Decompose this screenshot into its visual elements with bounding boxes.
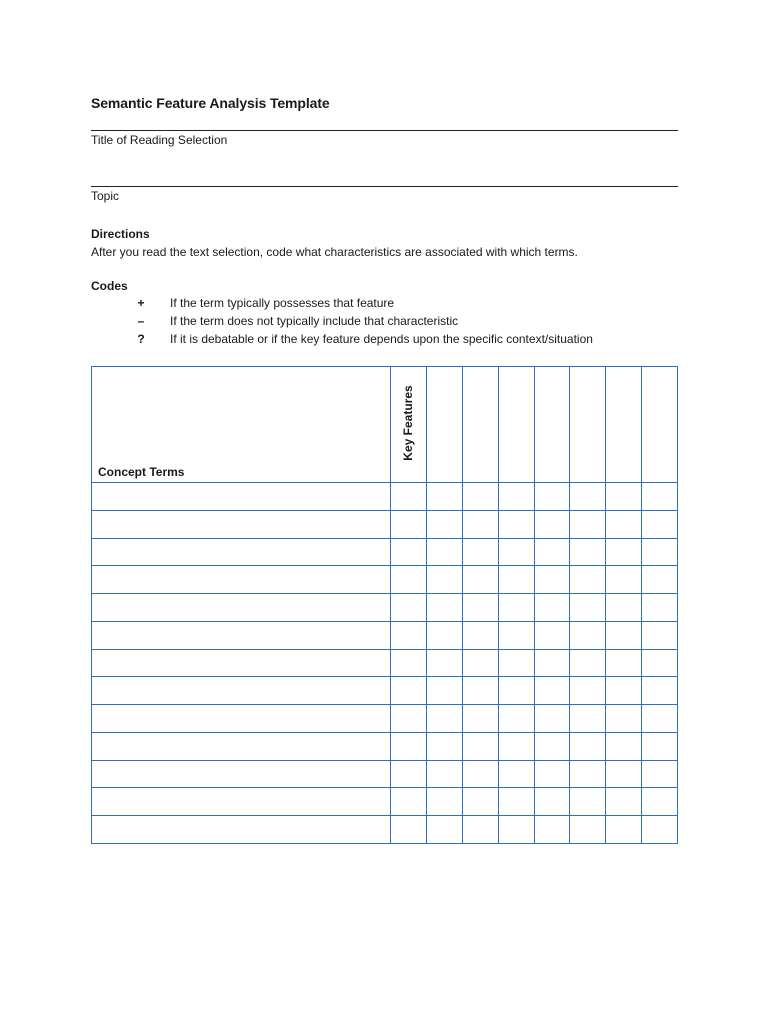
feature-code-cell[interactable] [498, 760, 534, 788]
code-symbol: – [137, 314, 145, 328]
feature-code-cell[interactable] [534, 482, 570, 510]
feature-code-cell[interactable] [605, 704, 641, 732]
feature-code-cell[interactable] [641, 621, 677, 649]
feature-code-cell[interactable] [605, 621, 641, 649]
feature-code-cell[interactable] [569, 621, 605, 649]
feature-code-cell[interactable] [390, 565, 426, 593]
feature-code-cell[interactable] [534, 538, 570, 566]
feature-code-cell[interactable] [641, 760, 677, 788]
feature-code-cell[interactable] [462, 649, 498, 677]
feature-code-cell[interactable] [498, 621, 534, 649]
feature-code-cell[interactable] [462, 704, 498, 732]
feature-code-cell[interactable] [641, 510, 677, 538]
feature-code-cell[interactable] [569, 815, 605, 843]
feature-code-cell[interactable] [462, 593, 498, 621]
feature-code-cell[interactable] [605, 538, 641, 566]
feature-code-cell[interactable] [390, 649, 426, 677]
feature-code-cell[interactable] [390, 510, 426, 538]
feature-code-cell[interactable] [605, 787, 641, 815]
feature-code-cell[interactable] [534, 732, 570, 760]
feature-code-cell[interactable] [462, 565, 498, 593]
feature-code-cell[interactable] [426, 482, 462, 510]
feature-code-cell[interactable] [426, 676, 462, 704]
feature-code-cell[interactable] [462, 760, 498, 788]
feature-code-cell[interactable] [498, 732, 534, 760]
feature-code-cell[interactable] [390, 593, 426, 621]
feature-code-cell[interactable] [390, 815, 426, 843]
feature-code-cell[interactable] [641, 732, 677, 760]
feature-code-cell[interactable] [498, 510, 534, 538]
feature-code-cell[interactable] [534, 815, 570, 843]
feature-code-cell[interactable] [498, 787, 534, 815]
feature-code-cell[interactable] [498, 704, 534, 732]
concept-term-cell[interactable] [92, 760, 390, 788]
feature-code-cell[interactable] [641, 704, 677, 732]
page-title: Semantic Feature Analysis Template [91, 95, 330, 111]
feature-code-cell[interactable] [605, 760, 641, 788]
feature-code-cell[interactable] [569, 649, 605, 677]
feature-code-cell[interactable] [569, 676, 605, 704]
feature-header-cell[interactable] [605, 367, 641, 482]
feature-code-cell[interactable] [534, 621, 570, 649]
feature-code-cell[interactable] [569, 565, 605, 593]
concept-term-cell[interactable] [92, 593, 390, 621]
concept-term-cell[interactable] [92, 676, 390, 704]
feature-code-cell[interactable] [390, 760, 426, 788]
feature-code-cell[interactable] [534, 649, 570, 677]
codes-heading: Codes [91, 279, 128, 293]
feature-code-cell[interactable] [569, 510, 605, 538]
feature-code-cell[interactable] [498, 538, 534, 566]
feature-code-cell[interactable] [641, 538, 677, 566]
feature-code-cell[interactable] [534, 565, 570, 593]
feature-code-cell[interactable] [462, 510, 498, 538]
feature-header-cell[interactable] [498, 367, 534, 482]
feature-code-cell[interactable] [534, 510, 570, 538]
feature-code-cell[interactable] [390, 621, 426, 649]
feature-code-cell[interactable] [498, 565, 534, 593]
feature-code-cell[interactable] [498, 593, 534, 621]
feature-header-cell[interactable] [462, 367, 498, 482]
code-symbol: ? [137, 332, 145, 346]
feature-code-cell[interactable] [641, 565, 677, 593]
feature-code-cell[interactable] [462, 482, 498, 510]
feature-header-cell[interactable] [641, 367, 677, 482]
feature-code-cell[interactable] [641, 649, 677, 677]
concept-term-cell[interactable] [92, 649, 390, 677]
feature-header-cell[interactable] [569, 367, 605, 482]
feature-code-cell[interactable] [605, 565, 641, 593]
feature-code-cell[interactable] [426, 787, 462, 815]
concept-term-cell[interactable] [92, 787, 390, 815]
feature-code-cell[interactable] [534, 593, 570, 621]
feature-code-cell[interactable] [426, 510, 462, 538]
feature-code-cell[interactable] [498, 649, 534, 677]
feature-code-cell[interactable] [605, 815, 641, 843]
feature-code-cell[interactable] [569, 538, 605, 566]
feature-code-cell[interactable] [426, 760, 462, 788]
feature-code-cell[interactable] [390, 704, 426, 732]
feature-code-cell[interactable] [605, 676, 641, 704]
feature-code-cell[interactable] [390, 538, 426, 566]
feature-code-cell[interactable] [605, 732, 641, 760]
feature-code-cell[interactable] [426, 565, 462, 593]
feature-code-cell[interactable] [534, 676, 570, 704]
feature-code-cell[interactable] [462, 732, 498, 760]
feature-code-cell[interactable] [426, 704, 462, 732]
feature-code-cell[interactable] [534, 787, 570, 815]
concept-terms-header: Concept Terms [98, 465, 185, 479]
concept-term-cell[interactable] [92, 732, 390, 760]
feature-code-cell[interactable] [641, 815, 677, 843]
feature-code-cell[interactable] [605, 510, 641, 538]
feature-code-cell[interactable] [426, 732, 462, 760]
feature-code-cell[interactable] [498, 676, 534, 704]
feature-code-cell[interactable] [426, 538, 462, 566]
feature-code-cell[interactable] [462, 621, 498, 649]
concept-term-cell[interactable] [92, 704, 390, 732]
concept-term-cell[interactable] [92, 621, 390, 649]
code-symbol: + [137, 296, 145, 310]
feature-header-cell[interactable] [426, 367, 462, 482]
feature-code-cell[interactable] [390, 676, 426, 704]
feature-code-cell[interactable] [605, 593, 641, 621]
concept-term-cell[interactable] [92, 538, 390, 566]
topic-line[interactable] [91, 186, 678, 187]
feature-code-cell[interactable] [462, 815, 498, 843]
feature-code-cell[interactable] [569, 787, 605, 815]
topic-label: Topic [91, 189, 120, 203]
directions-heading: Directions [91, 227, 150, 241]
feature-code-cell[interactable] [569, 704, 605, 732]
feature-code-cell[interactable] [426, 621, 462, 649]
feature-code-cell[interactable] [534, 704, 570, 732]
feature-code-cell[interactable] [569, 593, 605, 621]
feature-code-cell[interactable] [426, 649, 462, 677]
semantic-feature-grid [91, 366, 678, 844]
code-description: If the term typically possesses that feature [170, 296, 395, 310]
concept-term-cell[interactable] [92, 565, 390, 593]
feature-code-cell[interactable] [498, 482, 534, 510]
feature-code-cell[interactable] [641, 787, 677, 815]
feature-code-cell[interactable] [426, 815, 462, 843]
directions-text: After you read the text selection, code what characteristics are associated with which terms. [91, 245, 578, 259]
feature-code-cell[interactable] [569, 732, 605, 760]
feature-code-cell[interactable] [390, 732, 426, 760]
reading-selection-label: Title of Reading Selection [91, 133, 228, 147]
feature-code-cell[interactable] [605, 482, 641, 510]
feature-code-cell[interactable] [569, 760, 605, 788]
feature-code-cell[interactable] [605, 649, 641, 677]
feature-code-cell[interactable] [641, 593, 677, 621]
code-description: If the term does not typically include that characteristic [170, 314, 459, 328]
code-description: If it is debatable or if the key feature depends upon the specific context/situation [170, 332, 593, 346]
feature-code-cell[interactable] [390, 482, 426, 510]
concept-term-cell[interactable] [92, 482, 390, 510]
feature-code-cell[interactable] [641, 676, 677, 704]
feature-header-cell[interactable] [534, 367, 570, 482]
feature-code-cell[interactable] [462, 538, 498, 566]
key-features-header [390, 367, 426, 482]
feature-code-cell[interactable] [534, 760, 570, 788]
feature-code-cell[interactable] [426, 593, 462, 621]
feature-code-cell[interactable] [462, 787, 498, 815]
reading-selection-line[interactable] [91, 130, 678, 131]
feature-code-cell[interactable] [569, 482, 605, 510]
key-features-label: Key Features [401, 385, 415, 461]
feature-code-cell[interactable] [390, 787, 426, 815]
concept-term-cell[interactable] [92, 815, 390, 843]
feature-code-cell[interactable] [641, 482, 677, 510]
feature-code-cell[interactable] [498, 815, 534, 843]
concept-term-cell[interactable] [92, 510, 390, 538]
feature-code-cell[interactable] [462, 676, 498, 704]
